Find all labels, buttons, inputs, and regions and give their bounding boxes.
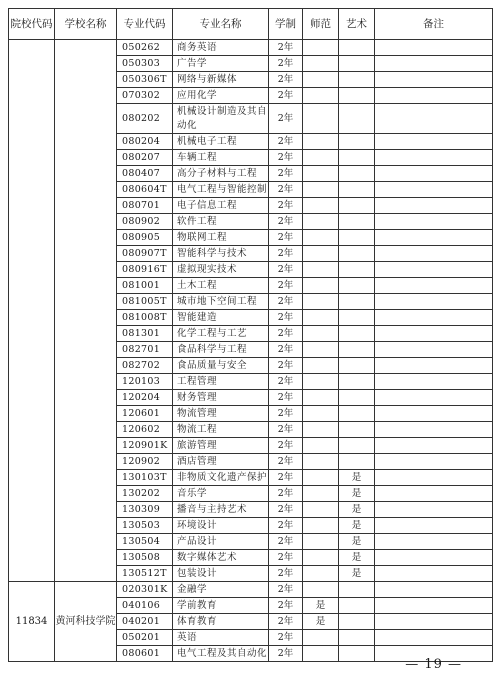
table-body (9, 40, 493, 662)
major-code-cell: 080701 (117, 198, 173, 214)
header-teacher-training: 师范 (303, 9, 339, 40)
school-name-cell (55, 40, 117, 582)
remarks-cell (375, 614, 493, 630)
teacher-training-cell (303, 470, 339, 486)
major-name-cell: 环境设计 (173, 518, 269, 534)
teacher-training-cell (303, 422, 339, 438)
header-duration: 学制 (269, 9, 303, 40)
duration-cell: 2年 (269, 454, 303, 470)
remarks-cell (375, 326, 493, 342)
art-cell (339, 134, 375, 150)
table-row (9, 582, 493, 598)
art-cell (339, 390, 375, 406)
major-code-cell: 080604T (117, 182, 173, 198)
major-name-cell: 非物质文化遗产保护 (173, 470, 269, 486)
teacher-training-cell (303, 566, 339, 582)
art-cell (339, 56, 375, 72)
art-cell: 是 (339, 502, 375, 518)
major-name-cell: 应用化学 (173, 88, 269, 104)
teacher-training-cell (303, 646, 339, 662)
major-code-cell: 050262 (117, 40, 173, 56)
remarks-cell (375, 134, 493, 150)
remarks-cell (375, 630, 493, 646)
remarks-cell (375, 310, 493, 326)
duration-cell: 2年 (269, 56, 303, 72)
art-cell (339, 454, 375, 470)
major-name-cell: 学前教育 (173, 598, 269, 614)
art-cell: 是 (339, 518, 375, 534)
major-name-cell: 体育教育 (173, 614, 269, 630)
remarks-cell (375, 422, 493, 438)
major-code-cell: 120103 (117, 374, 173, 390)
major-code-cell: 050303 (117, 56, 173, 72)
teacher-training-cell (303, 454, 339, 470)
major-name-cell: 食品科学与工程 (173, 342, 269, 358)
duration-cell: 2年 (269, 550, 303, 566)
major-name-cell: 物流管理 (173, 406, 269, 422)
duration-cell: 2年 (269, 198, 303, 214)
duration-cell: 2年 (269, 262, 303, 278)
major-name-cell: 播音与主持艺术 (173, 502, 269, 518)
school-name-cell: 黄河科技学院 (55, 582, 117, 662)
duration-cell: 2年 (269, 534, 303, 550)
teacher-training-cell (303, 214, 339, 230)
major-code-cell: 080601 (117, 646, 173, 662)
majors-table (8, 8, 493, 662)
teacher-training-cell (303, 72, 339, 88)
duration-cell: 2年 (269, 214, 303, 230)
art-cell (339, 230, 375, 246)
remarks-cell (375, 390, 493, 406)
art-cell (339, 630, 375, 646)
remarks-cell (375, 166, 493, 182)
remarks-cell (375, 294, 493, 310)
duration-cell: 2年 (269, 294, 303, 310)
teacher-training-cell (303, 182, 339, 198)
teacher-training-cell (303, 134, 339, 150)
duration-cell: 2年 (269, 310, 303, 326)
major-name-cell: 物流工程 (173, 422, 269, 438)
art-cell (339, 262, 375, 278)
teacher-training-cell (303, 104, 339, 134)
remarks-cell (375, 182, 493, 198)
teacher-training-cell (303, 374, 339, 390)
duration-cell: 2年 (269, 150, 303, 166)
art-cell (339, 310, 375, 326)
art-cell (339, 214, 375, 230)
remarks-cell (375, 214, 493, 230)
duration-cell: 2年 (269, 502, 303, 518)
remarks-cell (375, 566, 493, 582)
major-code-cell: 130309 (117, 502, 173, 518)
major-name-cell: 物联网工程 (173, 230, 269, 246)
remarks-cell (375, 486, 493, 502)
major-code-cell: 120601 (117, 406, 173, 422)
art-cell (339, 278, 375, 294)
major-name-cell: 虚拟现实技术 (173, 262, 269, 278)
duration-cell: 2年 (269, 134, 303, 150)
major-name-cell: 酒店管理 (173, 454, 269, 470)
teacher-training-cell (303, 390, 339, 406)
header-row (9, 9, 493, 40)
duration-cell: 2年 (269, 646, 303, 662)
remarks-cell (375, 88, 493, 104)
major-name-cell: 旅游管理 (173, 438, 269, 454)
major-code-cell: 120902 (117, 454, 173, 470)
remarks-cell (375, 374, 493, 390)
major-name-cell: 城市地下空间工程 (173, 294, 269, 310)
major-code-cell: 070302 (117, 88, 173, 104)
teacher-training-cell: 是 (303, 614, 339, 630)
major-name-cell: 金融学 (173, 582, 269, 598)
major-name-cell: 电子信息工程 (173, 198, 269, 214)
duration-cell: 2年 (269, 326, 303, 342)
remarks-cell (375, 454, 493, 470)
duration-cell: 2年 (269, 470, 303, 486)
institution-code-cell (9, 40, 55, 582)
major-code-cell: 080905 (117, 230, 173, 246)
major-name-cell: 机械设计制造及其自动化 (173, 104, 269, 134)
teacher-training-cell (303, 150, 339, 166)
art-cell (339, 104, 375, 134)
major-code-cell: 120204 (117, 390, 173, 406)
teacher-training-cell (303, 166, 339, 182)
duration-cell: 2年 (269, 518, 303, 534)
teacher-training-cell (303, 88, 339, 104)
major-code-cell: 120901K (117, 438, 173, 454)
remarks-cell (375, 470, 493, 486)
art-cell (339, 358, 375, 374)
major-code-cell: 080916T (117, 262, 173, 278)
major-name-cell: 土木工程 (173, 278, 269, 294)
teacher-training-cell (303, 438, 339, 454)
teacher-training-cell (303, 406, 339, 422)
remarks-cell (375, 72, 493, 88)
major-code-cell: 082702 (117, 358, 173, 374)
duration-cell: 2年 (269, 566, 303, 582)
major-name-cell: 车辆工程 (173, 150, 269, 166)
major-code-cell: 080202 (117, 104, 173, 134)
teacher-training-cell (303, 342, 339, 358)
header-institution-code: 院校代码 (9, 9, 55, 40)
teacher-training-cell (303, 294, 339, 310)
major-code-cell: 130103T (117, 470, 173, 486)
header-art: 艺术 (339, 9, 375, 40)
remarks-cell (375, 438, 493, 454)
art-cell (339, 406, 375, 422)
art-cell (339, 646, 375, 662)
remarks-cell (375, 246, 493, 262)
duration-cell: 2年 (269, 278, 303, 294)
duration-cell: 2年 (269, 406, 303, 422)
major-name-cell: 工程管理 (173, 374, 269, 390)
major-name-cell: 财务管理 (173, 390, 269, 406)
major-code-cell: 130503 (117, 518, 173, 534)
major-name-cell: 产品设计 (173, 534, 269, 550)
duration-cell: 2年 (269, 390, 303, 406)
remarks-cell (375, 598, 493, 614)
major-name-cell: 电气工程及其自动化 (173, 646, 269, 662)
art-cell (339, 166, 375, 182)
major-code-cell: 080407 (117, 166, 173, 182)
art-cell (339, 40, 375, 56)
art-cell (339, 198, 375, 214)
art-cell (339, 438, 375, 454)
duration-cell: 2年 (269, 374, 303, 390)
major-name-cell: 食品质量与安全 (173, 358, 269, 374)
teacher-training-cell (303, 582, 339, 598)
major-code-cell: 082701 (117, 342, 173, 358)
teacher-training-cell (303, 278, 339, 294)
duration-cell: 2年 (269, 614, 303, 630)
header-major-code: 专业代码 (117, 9, 173, 40)
major-code-cell: 040106 (117, 598, 173, 614)
teacher-training-cell (303, 502, 339, 518)
major-code-cell: 050201 (117, 630, 173, 646)
major-code-cell: 130504 (117, 534, 173, 550)
duration-cell: 2年 (269, 630, 303, 646)
major-code-cell: 081001 (117, 278, 173, 294)
major-code-cell: 130202 (117, 486, 173, 502)
major-code-cell: 130508 (117, 550, 173, 566)
page-number: — 19 — (405, 657, 462, 672)
major-code-cell: 081008T (117, 310, 173, 326)
major-code-cell: 020301K (117, 582, 173, 598)
duration-cell: 2年 (269, 582, 303, 598)
major-code-cell: 081005T (117, 294, 173, 310)
remarks-cell (375, 534, 493, 550)
header-school-name: 学校名称 (55, 9, 117, 40)
major-code-cell: 080907T (117, 246, 173, 262)
duration-cell: 2年 (269, 486, 303, 502)
art-cell (339, 246, 375, 262)
major-code-cell: 080204 (117, 134, 173, 150)
teacher-training-cell (303, 310, 339, 326)
art-cell (339, 598, 375, 614)
major-name-cell: 商务英语 (173, 40, 269, 56)
duration-cell: 2年 (269, 40, 303, 56)
teacher-training-cell (303, 56, 339, 72)
duration-cell: 2年 (269, 358, 303, 374)
major-code-cell: 081301 (117, 326, 173, 342)
institution-code-cell: 11834 (9, 582, 55, 662)
remarks-cell (375, 278, 493, 294)
art-cell (339, 72, 375, 88)
duration-cell: 2年 (269, 72, 303, 88)
teacher-training-cell: 是 (303, 598, 339, 614)
remarks-cell (375, 262, 493, 278)
art-cell (339, 342, 375, 358)
duration-cell: 2年 (269, 342, 303, 358)
teacher-training-cell (303, 534, 339, 550)
remarks-cell (375, 230, 493, 246)
duration-cell: 2年 (269, 230, 303, 246)
table-row (9, 40, 493, 56)
major-code-cell: 120602 (117, 422, 173, 438)
duration-cell: 2年 (269, 182, 303, 198)
teacher-training-cell (303, 550, 339, 566)
major-code-cell: 080902 (117, 214, 173, 230)
header-remarks: 备注 (375, 9, 493, 40)
art-cell: 是 (339, 550, 375, 566)
major-name-cell: 智能建造 (173, 310, 269, 326)
remarks-cell (375, 502, 493, 518)
duration-cell: 2年 (269, 166, 303, 182)
art-cell (339, 294, 375, 310)
art-cell (339, 614, 375, 630)
art-cell (339, 182, 375, 198)
remarks-cell (375, 550, 493, 566)
teacher-training-cell (303, 246, 339, 262)
teacher-training-cell (303, 518, 339, 534)
remarks-cell (375, 56, 493, 72)
major-name-cell: 智能科学与技术 (173, 246, 269, 262)
major-code-cell: 130512T (117, 566, 173, 582)
teacher-training-cell (303, 486, 339, 502)
major-name-cell: 电气工程与智能控制 (173, 182, 269, 198)
teacher-training-cell (303, 630, 339, 646)
duration-cell: 2年 (269, 246, 303, 262)
major-code-cell: 050306T (117, 72, 173, 88)
major-name-cell: 软件工程 (173, 214, 269, 230)
duration-cell: 2年 (269, 104, 303, 134)
art-cell (339, 88, 375, 104)
art-cell: 是 (339, 470, 375, 486)
teacher-training-cell (303, 326, 339, 342)
remarks-cell (375, 582, 493, 598)
major-name-cell: 包装设计 (173, 566, 269, 582)
teacher-training-cell (303, 262, 339, 278)
major-code-cell: 080207 (117, 150, 173, 166)
remarks-cell (375, 150, 493, 166)
teacher-training-cell (303, 198, 339, 214)
major-name-cell: 音乐学 (173, 486, 269, 502)
major-name-cell: 数字媒体艺术 (173, 550, 269, 566)
remarks-cell (375, 358, 493, 374)
major-code-cell: 040201 (117, 614, 173, 630)
remarks-cell (375, 40, 493, 56)
remarks-cell (375, 198, 493, 214)
art-cell (339, 150, 375, 166)
art-cell (339, 374, 375, 390)
remarks-cell (375, 104, 493, 134)
duration-cell: 2年 (269, 438, 303, 454)
duration-cell: 2年 (269, 598, 303, 614)
teacher-training-cell (303, 358, 339, 374)
major-name-cell: 化学工程与工艺 (173, 326, 269, 342)
teacher-training-cell (303, 230, 339, 246)
teacher-training-cell (303, 40, 339, 56)
major-name-cell: 高分子材料与工程 (173, 166, 269, 182)
remarks-cell (375, 342, 493, 358)
remarks-cell (375, 518, 493, 534)
major-name-cell: 广告学 (173, 56, 269, 72)
art-cell (339, 422, 375, 438)
major-name-cell: 英语 (173, 630, 269, 646)
remarks-cell (375, 406, 493, 422)
art-cell: 是 (339, 486, 375, 502)
major-name-cell: 机械电子工程 (173, 134, 269, 150)
header-major-name: 专业名称 (173, 9, 269, 40)
major-name-cell: 网络与新媒体 (173, 72, 269, 88)
duration-cell: 2年 (269, 422, 303, 438)
art-cell: 是 (339, 534, 375, 550)
duration-cell: 2年 (269, 88, 303, 104)
art-cell (339, 326, 375, 342)
art-cell (339, 582, 375, 598)
art-cell: 是 (339, 566, 375, 582)
